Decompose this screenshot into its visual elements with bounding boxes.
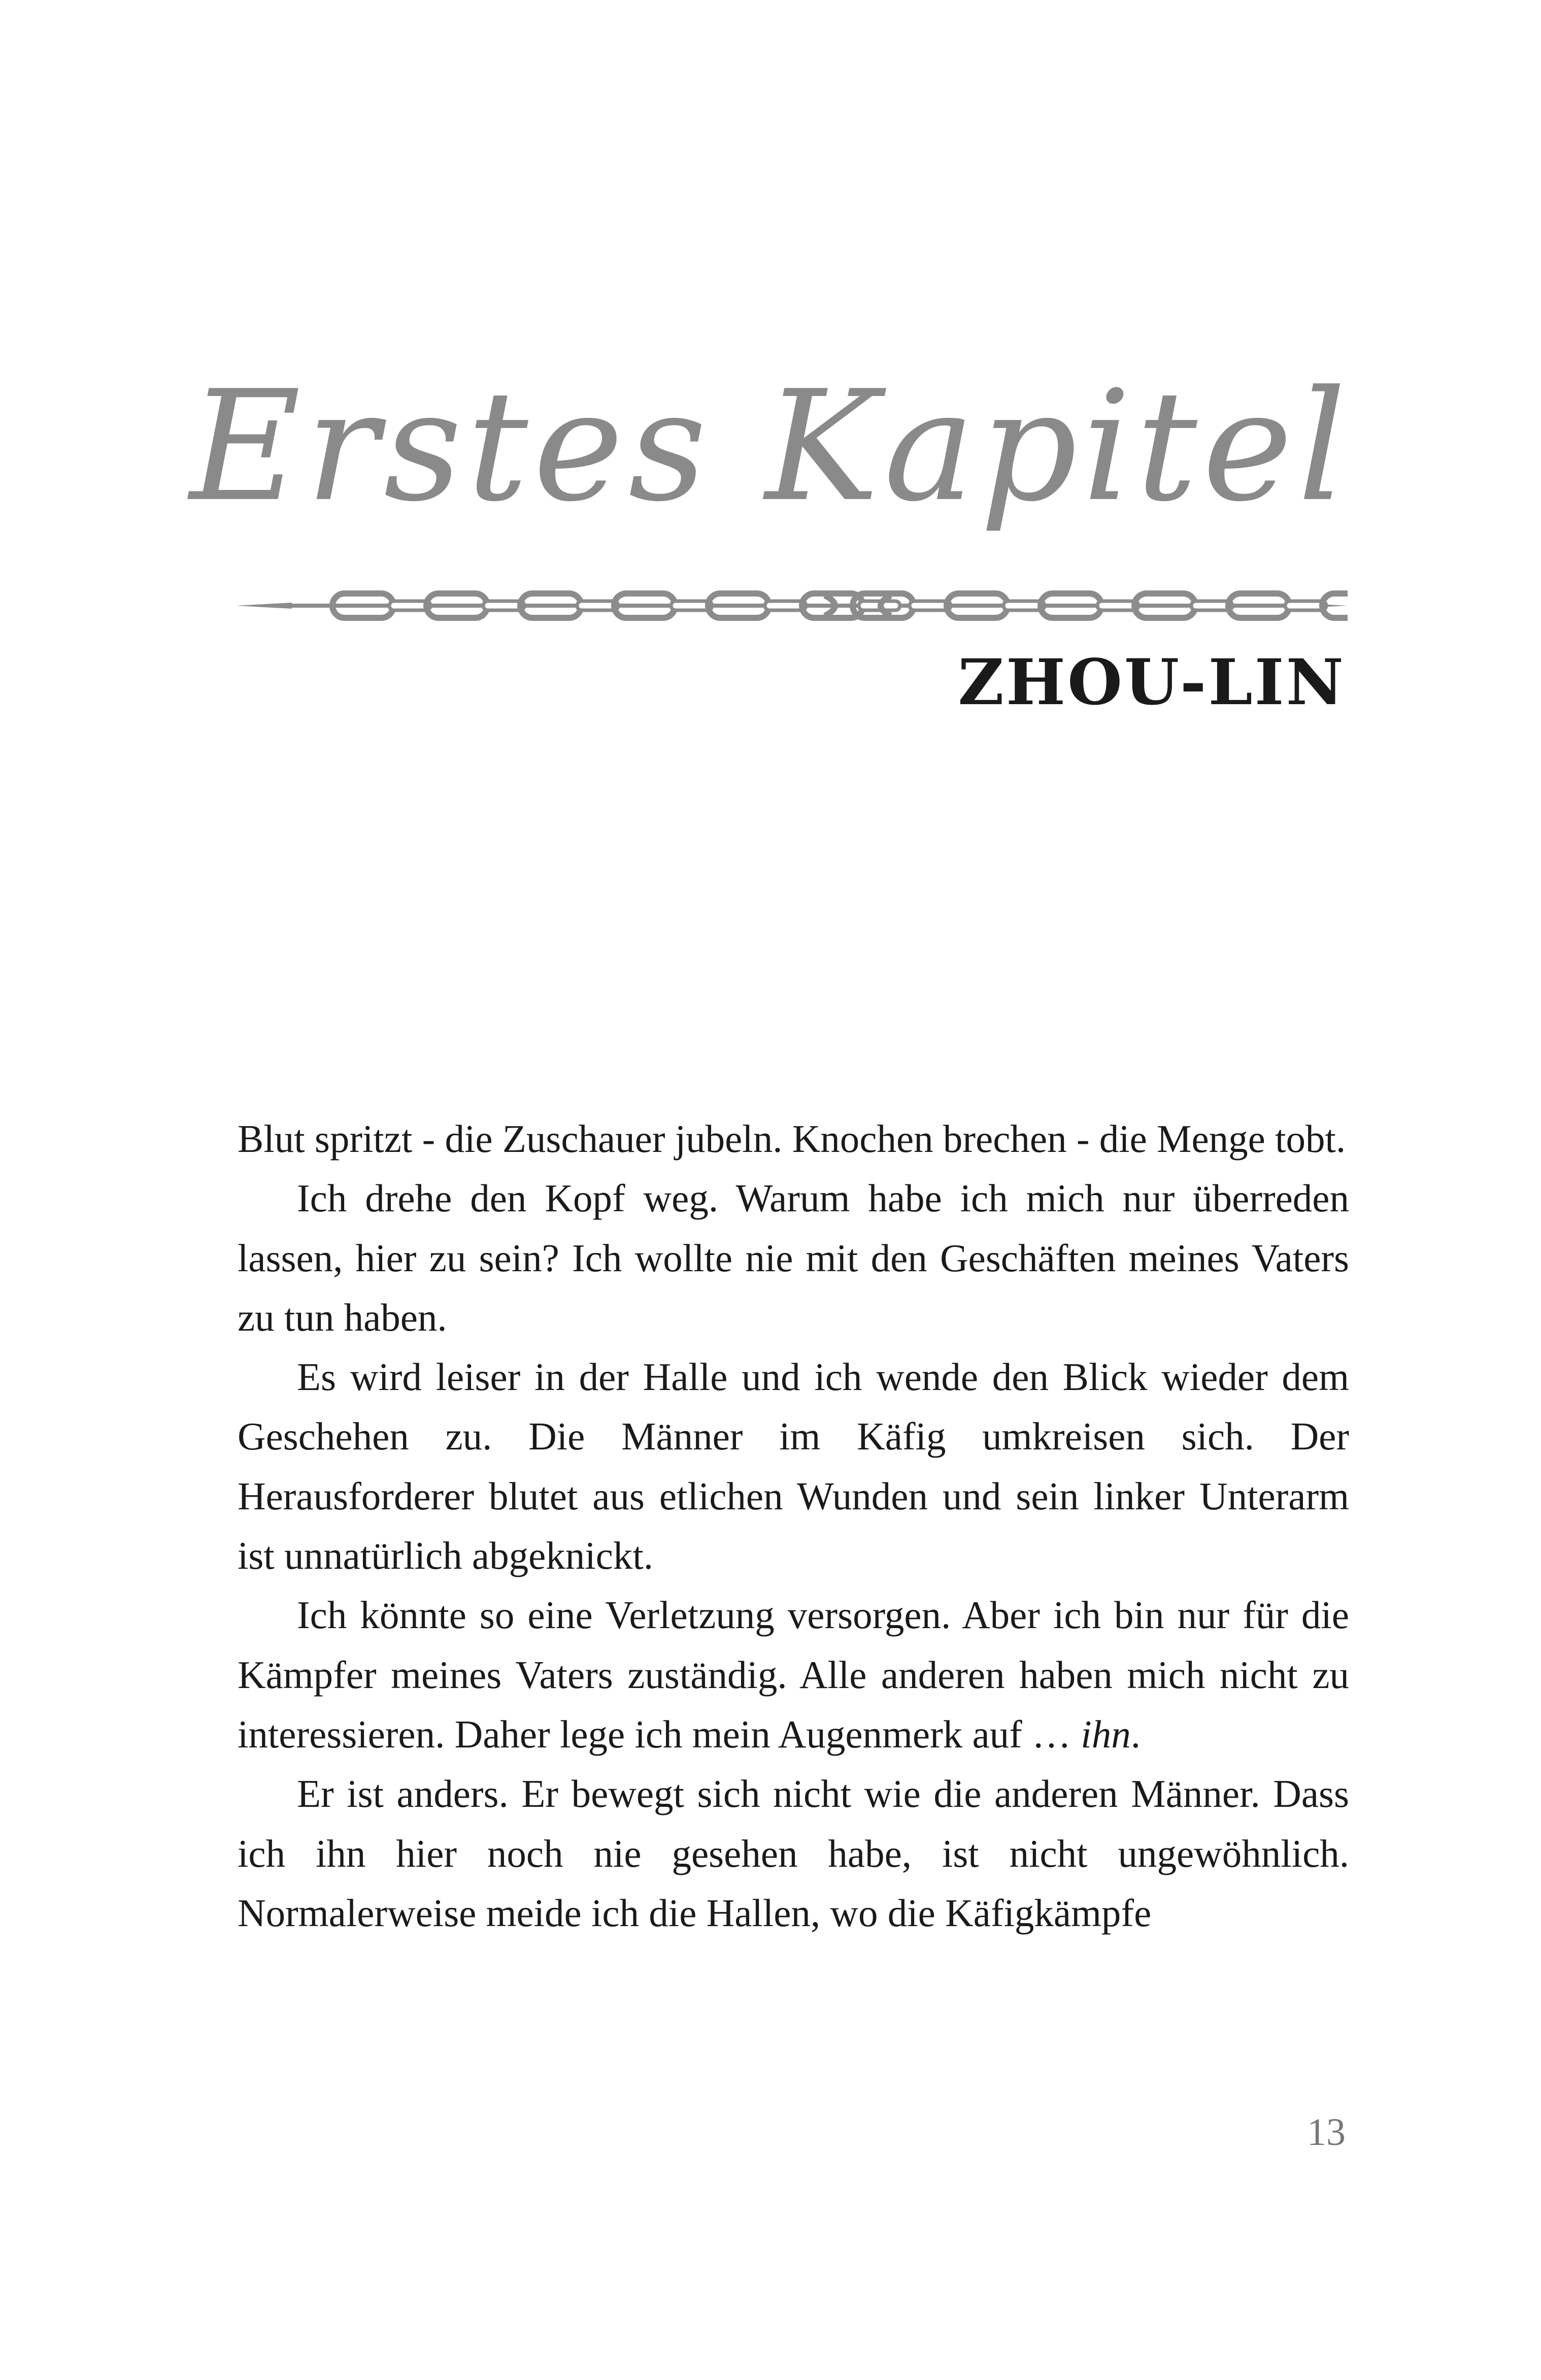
chapter-pov-name: ZHOU-LIN: [958, 646, 1346, 719]
paragraph-5: Er ist anders. Er bewegt sich nicht wie die anderen Männer. Dass ich ihn hier noch nie gesehen habe, ist nicht ungewöhnlich. Normalerweise meide ich die Hallen, wo die Käfigkämpfe: [238, 1772, 1349, 1935]
paragraph-4-emphasis: ihn: [1081, 1712, 1131, 1756]
paragraph-4-after: .: [1130, 1712, 1141, 1756]
paragraph-1: Blut spritzt - die Zuschauer jubeln. Knochen brechen - die Menge tobt.: [238, 1117, 1346, 1161]
page-number: 13: [1307, 2111, 1346, 2154]
chapter-body-text: [238, 1109, 1349, 1943]
paragraph-4-text: Ich könnte so eine Verletzung versorgen. Aber ich bin nur für die Kämpfer meines Vaters zuständig. Alle anderen haben mich nicht zu interessieren. Daher lege ich mein Augenmerk auf …: [238, 1593, 1349, 1756]
paragraph-3: Es wird leiser in der Halle und ich wende den Blick wieder dem Geschehen zu. Die Männer im Käfig umkreisen sich. Der Herausforderer blutet aus etlichen Wunden und sein linker Unterarm ist unnatürlich abgeknickt.: [238, 1355, 1349, 1578]
chain-divider-icon: [236, 583, 1348, 629]
chapter-title: Erstes Kapitel: [189, 358, 1352, 535]
paragraph-2: Ich drehe den Kopf weg. Warum habe ich mich nur überreden lassen, hier zu sein? Ich wollte nie mit den Geschäften meines Vaters zu tun haben.: [238, 1176, 1349, 1339]
paragraph-4: [238, 1585, 1349, 1764]
